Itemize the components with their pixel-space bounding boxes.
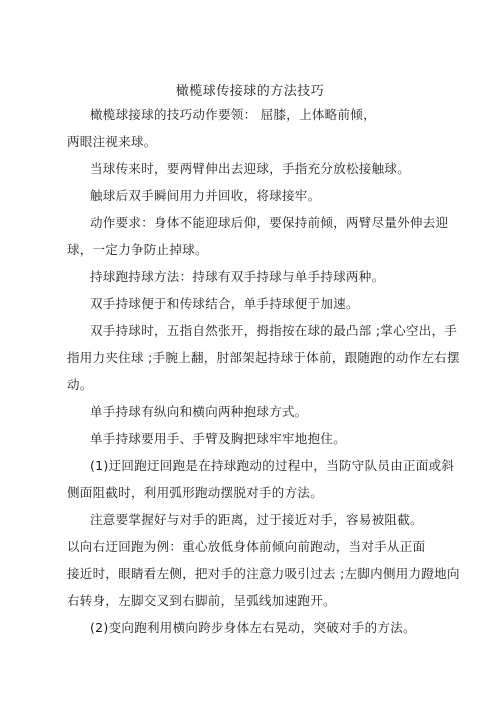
paragraph-line: 双手持球时，五指自然张开，拇指按在球的最凸部 ;掌心空出，手 bbox=[90, 323, 458, 338]
paragraph-line: 以向右迂回跑为例：重心放低身体前倾向前跑动，当对手从正面 bbox=[67, 539, 426, 554]
paragraph-line: 动作要求：身体不能迎球后仰，要保持前倾，两臂尽量外伸去迎 bbox=[90, 215, 449, 230]
paragraph-line: 注意要掌握好与对手的距离，过于接近对手，容易被阻截。 bbox=[90, 512, 423, 527]
paragraph-line: 触球后双手瞬间用力并回收，将球接牢。 bbox=[90, 188, 321, 203]
paragraph-line: 双手持球便于和传球结合，单手持球便于加速。 bbox=[90, 296, 359, 311]
paragraph-line: 橄榄球接球的技巧动作要领： 屈膝，上体略前倾， bbox=[90, 107, 376, 122]
paragraph-line: 右转身，左脚交叉到右脚前，呈弧线加速跑开。 bbox=[67, 593, 336, 608]
paragraph-line: 持球跑持球方法：持球有双手持球与单手持球两种。 bbox=[90, 269, 385, 284]
paragraph-line: 单手持球有纵向和横向两种抱球方式。 bbox=[90, 404, 308, 419]
paragraph-line: 动。 bbox=[67, 377, 93, 392]
paragraph-line: 两眼注视来球。 bbox=[67, 134, 157, 149]
paragraph-line: 球，一定力争防止掉球。 bbox=[67, 242, 208, 257]
paragraph-line: 接近时，眼睛看左侧，把对手的注意力吸引过去 ;左脚内侧用力蹬地向 bbox=[67, 566, 460, 581]
paragraph-line: 当球传来时，要两臂伸出去迎球，手指充分放松接触球。 bbox=[90, 161, 411, 176]
document-title: 橄榄球传接球的方法技巧 bbox=[175, 84, 325, 99]
paragraph-line: 单手持球要用手、手臂及胸把球牢牢地抱住。 bbox=[90, 431, 347, 446]
paragraph-line: (2)变向跑利用横向跨步身体左右晃动，突破对手的方法。 bbox=[90, 620, 416, 635]
paragraph-line: 侧面阻截时，利用弧形跑动摆脱对手的方法。 bbox=[67, 485, 324, 500]
paragraph-line: 指用力夹住球 ;手腕上翻，肘部架起持球于体前，跟随跑的动作左右摆 bbox=[67, 350, 460, 365]
paragraph-line: (1)迂回跑迂回跑是在持球跑动的过程中，当防守队员由正面或斜 bbox=[90, 458, 455, 473]
